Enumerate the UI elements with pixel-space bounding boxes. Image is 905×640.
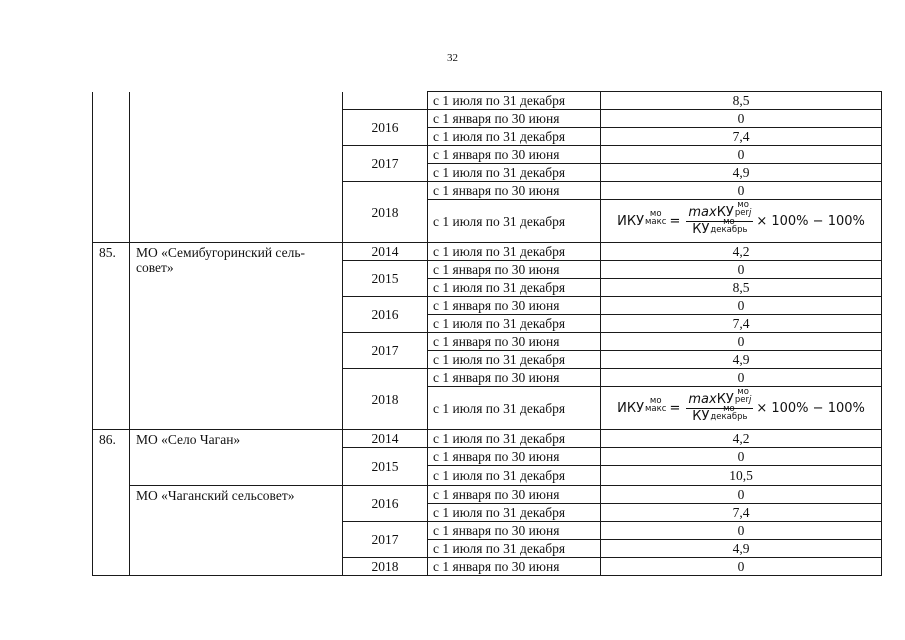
- period-cell: с 1 июля по 31 декабря: [428, 164, 601, 182]
- period-cell: с 1 января по 30 июня: [428, 297, 601, 315]
- organization-cell: МО «Семибугоринский сель-совет»: [130, 243, 343, 430]
- period-cell: с 1 июля по 31 декабря: [428, 466, 601, 486]
- value-cell: 0: [601, 522, 882, 540]
- period-cell: с 1 января по 30 июня: [428, 486, 601, 504]
- period-cell: с 1 июля по 31 декабря: [428, 128, 601, 146]
- year-cell: 2017: [343, 333, 428, 369]
- period-cell: с 1 июля по 31 декабря: [428, 351, 601, 369]
- value-cell: 4,9: [601, 351, 882, 369]
- value-cell: 0: [601, 333, 882, 351]
- page-number: 32: [447, 52, 458, 64]
- period-cell: с 1 июля по 31 декабря: [428, 504, 601, 522]
- value-cell: 0: [601, 369, 882, 387]
- value-cell: 8,5: [601, 279, 882, 297]
- row-number-cell: 85.: [93, 243, 130, 430]
- year-cell: 2017: [343, 146, 428, 182]
- formula-cell: [601, 387, 882, 430]
- organization-cell: МО «Село Чаган»: [130, 430, 343, 486]
- value-cell: 0: [601, 110, 882, 128]
- year-cell: 2016: [343, 297, 428, 333]
- period-cell: с 1 января по 30 июня: [428, 522, 601, 540]
- value-cell: 0: [601, 486, 882, 504]
- value-cell: 7,4: [601, 504, 882, 522]
- value-cell: 4,2: [601, 243, 882, 261]
- period-cell: с 1 июля по 31 декабря: [428, 315, 601, 333]
- period-cell: с 1 июля по 31 декабря: [428, 430, 601, 448]
- value-cell: 4,9: [601, 164, 882, 182]
- year-cell: 2017: [343, 522, 428, 558]
- max-index-formula: ИКУ мо макс = maxКУ мо perj КУ мо декабрь × 100% − 100%: [617, 387, 865, 424]
- period-cell: с 1 января по 30 июня: [428, 448, 601, 466]
- row-number-cell: [93, 92, 130, 243]
- value-cell: 0: [601, 261, 882, 279]
- value-cell: 0: [601, 146, 882, 164]
- table-row: [93, 243, 882, 261]
- value-cell: 0: [601, 448, 882, 466]
- period-cell: с 1 июля по 31 декабря: [428, 200, 601, 243]
- year-cell: 2014: [343, 430, 428, 448]
- year-cell: 2016: [343, 486, 428, 522]
- year-cell: 2018: [343, 182, 428, 243]
- value-cell: 4,2: [601, 430, 882, 448]
- period-cell: с 1 июля по 31 декабря: [428, 92, 601, 110]
- table-row: [93, 486, 882, 504]
- value-cell: 10,5: [601, 466, 882, 486]
- period-cell: с 1 января по 30 июня: [428, 333, 601, 351]
- period-cell: с 1 июля по 31 декабря: [428, 387, 601, 430]
- value-cell: 7,4: [601, 315, 882, 333]
- organization-cell: [130, 92, 343, 243]
- period-cell: с 1 июля по 31 декабря: [428, 279, 601, 297]
- row-number-cell: 86.: [93, 430, 130, 576]
- year-cell: 2014: [343, 243, 428, 261]
- value-cell: 0: [601, 558, 882, 576]
- year-cell: 2018: [343, 558, 428, 576]
- year-cell: 2016: [343, 110, 428, 146]
- value-cell: 7,4: [601, 128, 882, 146]
- period-cell: с 1 января по 30 июня: [428, 146, 601, 164]
- period-cell: с 1 января по 30 июня: [428, 110, 601, 128]
- value-cell: 8,5: [601, 92, 882, 110]
- value-cell: 0: [601, 182, 882, 200]
- tariff-table: [92, 91, 882, 576]
- year-cell: 2015: [343, 448, 428, 486]
- year-cell: 2018: [343, 369, 428, 430]
- year-cell: 2015: [343, 261, 428, 297]
- period-cell: с 1 января по 30 июня: [428, 558, 601, 576]
- formula-cell: [601, 200, 882, 243]
- period-cell: с 1 января по 30 июня: [428, 369, 601, 387]
- table-row: [93, 92, 882, 110]
- period-cell: с 1 июля по 31 декабря: [428, 540, 601, 558]
- max-index-formula: ИКУ мо макс = maxКУ мо perj КУ мо декабрь × 100% − 100%: [617, 200, 865, 237]
- period-cell: с 1 июля по 31 декабря: [428, 243, 601, 261]
- organization-cell: МО «Чаганский сельсовет»: [130, 486, 343, 576]
- value-cell: 0: [601, 297, 882, 315]
- period-cell: с 1 января по 30 июня: [428, 261, 601, 279]
- table-row: [93, 430, 882, 448]
- period-cell: с 1 января по 30 июня: [428, 182, 601, 200]
- year-cell: [343, 92, 428, 110]
- value-cell: 4,9: [601, 540, 882, 558]
